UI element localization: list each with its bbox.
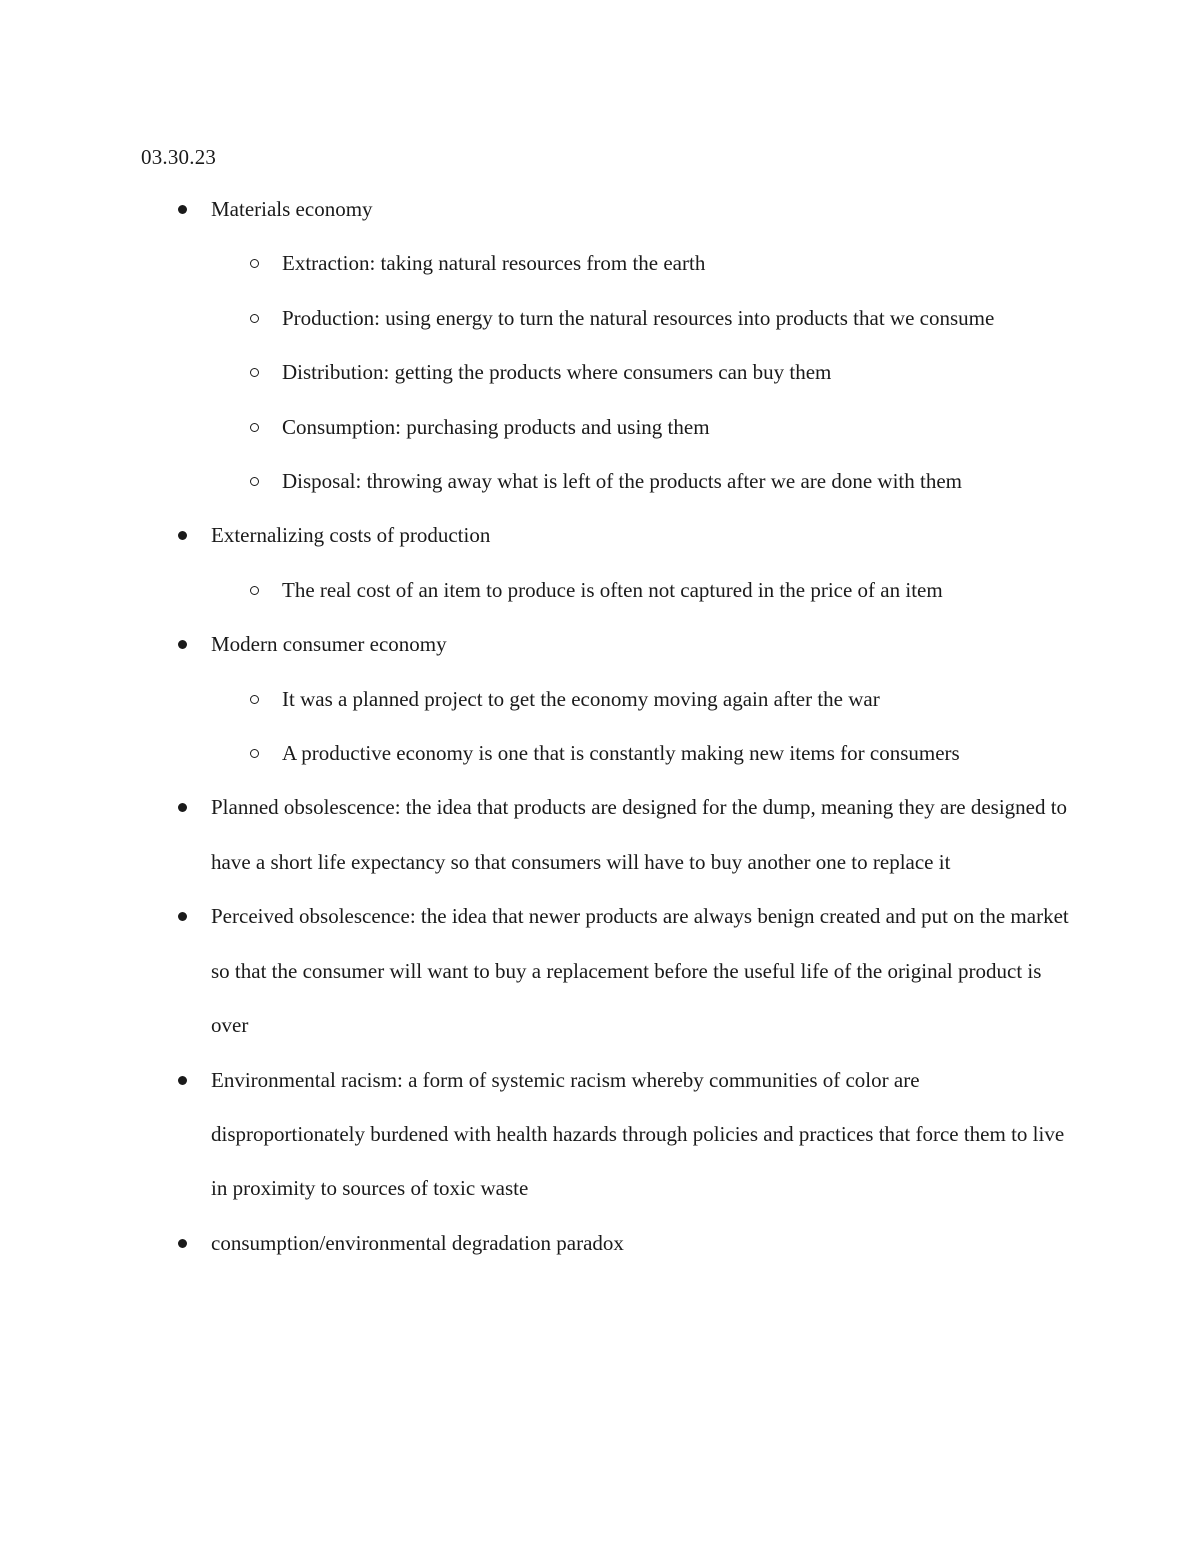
bullet-dot-icon [178, 1239, 187, 1248]
bullet-circle-icon [250, 423, 259, 432]
sub-bullet-item [0, 291, 1062, 345]
bullet-item [0, 1216, 1071, 1270]
bullet-circle-icon [250, 749, 259, 758]
bullet-text: Planned obsolescence: the idea that products are designed for the dump, meaning they are designed to have a short life expectancy so that consumers will have to buy another one to replace it [211, 795, 1068, 874]
bullet-circle-icon [250, 477, 259, 486]
sub-bullet-text: Production: using energy to turn the natural resources into products that we consume [282, 305, 995, 330]
bullet-circle-icon [250, 259, 259, 268]
bullet-dot-icon [178, 1076, 187, 1085]
sub-bullet-text: Consumption: purchasing products and using them [282, 414, 710, 439]
sub-bullet-item [0, 345, 1062, 399]
sub-bullet-item [0, 454, 1062, 508]
bullet-text: consumption/environmental degradation paradox [211, 1230, 624, 1255]
sub-bullet-text: A productive economy is one that is constantly making new items for consumers [282, 741, 960, 766]
sub-bullet-item [0, 672, 1062, 726]
bullet-text: Perceived obsolescence: the idea that newer products are always benign created and put on the market so that the consumer will want to buy a replacement before the useful life of the original product is over [211, 904, 1069, 1038]
notes-outline [0, 182, 1200, 1270]
sub-bullet-item [0, 726, 1062, 780]
sub-bullet-item [0, 563, 1062, 617]
bullet-item [0, 780, 1071, 889]
bullet-text: Modern consumer economy [211, 632, 447, 657]
bullet-text: Materials economy [211, 197, 373, 221]
bullet-dot-icon [178, 205, 187, 214]
bullet-circle-icon [250, 695, 259, 704]
bullet-dot-icon [178, 912, 187, 921]
sub-bullet-text: The real cost of an item to produce is often not captured in the price of an item [282, 577, 943, 602]
bullet-item [0, 1053, 1071, 1216]
bullet-circle-icon [250, 368, 259, 377]
bullet-text: Environmental racism: a form of systemic racism whereby communities of color are disproportionately burdened with health hazards through policies and practices that force them to live in proximity to sources of toxic waste [211, 1067, 1065, 1201]
bullet-item [0, 182, 1071, 236]
bullet-dot-icon [178, 803, 187, 812]
bullet-item [0, 889, 1071, 1052]
sub-bullet-text: Disposal: throwing away what is left of the products after we are done with them [282, 469, 962, 494]
bullet-dot-icon [178, 640, 187, 649]
bullet-circle-icon [250, 314, 259, 323]
sub-bullet-item [0, 236, 1062, 290]
bullet-item [0, 508, 1071, 562]
sub-bullet-text: It was a planned project to get the economy moving again after the war [282, 686, 880, 711]
sub-bullet-text: Extraction: taking natural resources from the earth [282, 251, 706, 276]
bullet-text: Externalizing costs of production [211, 523, 491, 548]
bullet-item [0, 617, 1071, 671]
sub-bullet-item [0, 400, 1062, 454]
bullet-dot-icon [178, 531, 187, 540]
bullet-circle-icon [250, 586, 259, 595]
sub-bullet-text: Distribution: getting the products where consumers can buy them [282, 360, 832, 385]
document-date: 03.30.23 [141, 145, 217, 169]
